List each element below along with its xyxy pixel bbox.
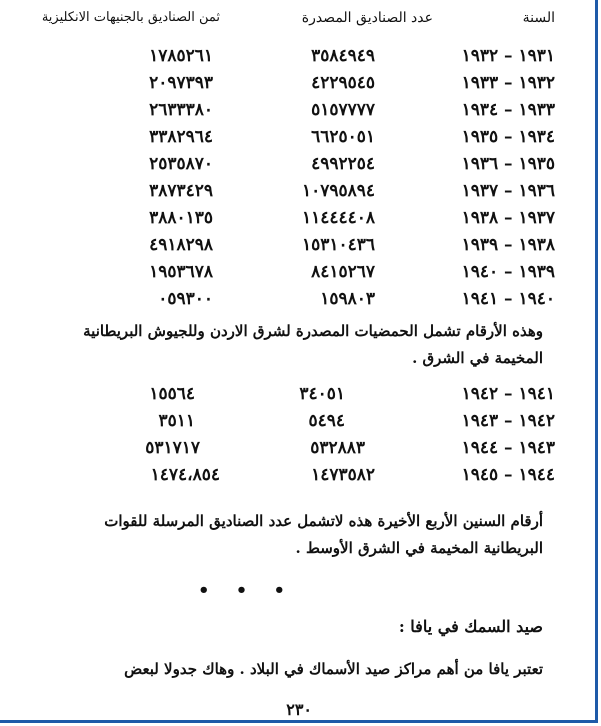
table1-count-cell: ١١٤٤٤٤٠٨ (301, 208, 375, 228)
table2-price-cell: ١٤٧٤،٨٥٤ (150, 465, 220, 485)
table2-price-cell: ١٥٥٦٤ (149, 384, 195, 404)
header-year: السنة (522, 10, 555, 26)
table1-year-cell: ١٩٤٠ – ١٩٤١ (461, 289, 555, 309)
page-number: ٢٣٠ (286, 700, 312, 719)
table1-year-cell: ١٩٣١ – ١٩٣٢ (461, 46, 555, 66)
paragraph-note-1: وهذه الأرقام تشمل الحمضيات المصدرة لشرق الاردن وللجيوش البريطانية المخيمة في الشرق . (83, 322, 543, 367)
table2-year-cell: ١٩٤٢ – ١٩٤٣ (461, 411, 555, 431)
table2-year-cell: ١٩٤١ – ١٩٤٢ (461, 384, 555, 404)
table1-price-cell: ٣٨٧٣٤٢٩ (149, 181, 213, 201)
table1-price-cell: ١٧٨٥٢٦١ (149, 46, 213, 66)
table2-year-cell: ١٩٤٣ – ١٩٤٤ (461, 438, 555, 458)
table1-count-cell: ٤٢٢٩٥٤٥ (311, 73, 375, 93)
table2-price-cell: ٥٣١٧١٧ (145, 438, 200, 458)
table1-count-cell: ٦٦٢٥٠٥١ (311, 127, 375, 147)
table1-price-cell: ٢٦٣٣٣٨٠ (149, 100, 213, 120)
section-heading: صيد السمك في يافا : (398, 617, 543, 636)
table1-price-cell: ٠٥٩٣٠٠ (158, 289, 213, 309)
table1-count-cell: ٣٥٨٤٩٤٩ (311, 46, 375, 66)
table2-count-cell: ٣٤٠٥١ (299, 384, 345, 404)
table1-year-cell: ١٩٣٧ – ١٩٣٨ (461, 208, 555, 228)
table1-year-cell: ١٩٣٤ – ١٩٣٥ (461, 127, 555, 147)
table1-count-cell: ٨٤١٥٢٦٧ (311, 262, 375, 282)
table1-price-cell: ٣٣٨٢٩٦٤ (149, 127, 213, 147)
header-price: ثمن الصناديق بالجنيهات الانكليزية (41, 10, 220, 25)
table2-count-cell: ٥٣٢٨٨٣ (310, 438, 365, 458)
paragraph-note-2: أرقام السنين الأربع الأخيرة هذه لاتشمل عدد الصناديق المرسلة للقوات البريطانية المخيمة في الشرق الأوسط . (104, 512, 543, 557)
table1-price-cell: ٢٥٣٥٨٧٠ (149, 154, 213, 174)
table1-year-cell: ١٩٣٣ – ١٩٣٤ (461, 100, 555, 120)
table2-count-cell: ٥٤٩٤ (308, 411, 345, 431)
table1-year-cell: ١٩٣٦ – ١٩٣٧ (461, 181, 555, 201)
paragraph-body: تعتبر يافا من أهم مراكز صيد الأسماك في البلاد . وهاك جدولا لبعض (124, 660, 543, 678)
section-separator: • • • (197, 580, 295, 601)
table1-price-cell: ٢٠٩٧٣٩٣ (149, 73, 213, 93)
table1-price-cell: ٣٨٨٠١٣٥ (149, 208, 213, 228)
table1-year-cell: ١٩٣٨ – ١٩٣٩ (461, 235, 555, 255)
table2-year-cell: ١٩٤٤ – ١٩٤٥ (461, 465, 555, 485)
table1-count-cell: ١٥٩٨٠٣ (320, 289, 375, 309)
table1-count-cell: ٥١٥٧٧٧٧ (311, 100, 375, 120)
header-count: عدد الصناديق المصدرة (301, 10, 433, 26)
table1-year-cell: ١٩٣٥ – ١٩٣٦ (461, 154, 555, 174)
table1-year-cell: ١٩٣٩ – ١٩٤٠ (461, 262, 555, 282)
table1-count-cell: ١٠٧٩٥٨٩٤ (301, 181, 375, 201)
table1-year-cell: ١٩٣٢ – ١٩٣٣ (461, 73, 555, 93)
table2-count-cell: ١٤٧٣٥٨٢ (311, 465, 375, 485)
table1-price-cell: ١٩٥٣٦٧٨ (149, 262, 213, 282)
table1-price-cell: ٤٩١٨٢٩٨ (149, 235, 213, 255)
table1-count-cell: ٤٩٩٢٢٥٤ (311, 154, 375, 174)
table2-price-cell: ٣٥١١ (158, 411, 195, 431)
table1-count-cell: ١٥٣١٠٤٣٦ (301, 235, 375, 255)
